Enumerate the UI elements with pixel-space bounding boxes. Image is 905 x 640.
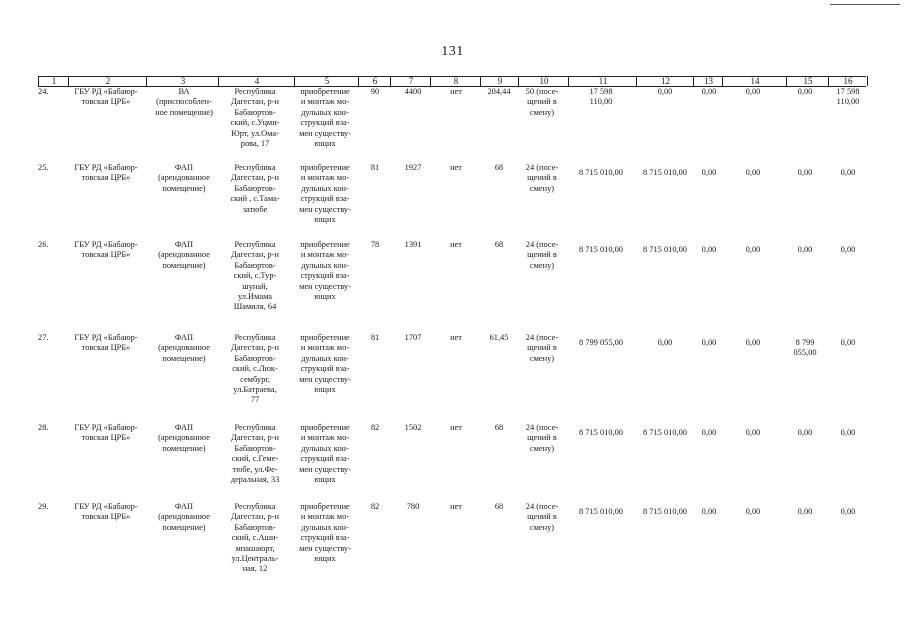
organization-name: ГБУ РД «Бабаюр- товская ЦРБ» xyxy=(74,333,138,353)
column-number-7: 7 xyxy=(390,76,431,86)
column-number-13: 13 xyxy=(693,76,723,86)
facility-type: ФАП (арендованное помещение) xyxy=(158,240,210,270)
col-8-value: нет xyxy=(450,423,462,432)
column-number-12: 12 xyxy=(636,76,694,86)
facility-address: Республика Дагестан, р-н Бабаюртов- ский, с.Люк- сембург, ул.Батраева, 77 xyxy=(230,333,279,405)
column-number-2: 2 xyxy=(68,76,147,86)
col-15-value: 0,00 xyxy=(797,87,813,96)
col-9-value: 68 xyxy=(494,423,504,432)
col-14-value: 0,00 xyxy=(745,87,761,96)
col-16-value: 0,00 xyxy=(840,428,856,437)
col-12-value: 8 715 010,00 xyxy=(643,168,687,177)
total-cost-value: 17 598 110,00 xyxy=(589,87,613,107)
col-16-value: 17 598 110,00 xyxy=(836,87,860,107)
col-14-value: 0,00 xyxy=(745,245,761,254)
work-description: приобретение и монтаж мо- дульных кон- струкций вза- мен существу- ющих xyxy=(299,502,351,564)
column-number-16: 16 xyxy=(828,76,868,86)
facility-type: ФАП (арендованное помещение) xyxy=(158,423,210,453)
total-cost-value: 8 799 055,00 xyxy=(579,338,623,347)
col-13-value: 0,00 xyxy=(701,428,717,437)
facility-type: ФАП (арендованное помещение) xyxy=(158,502,210,532)
total-cost-value: 8 715 010,00 xyxy=(579,507,623,516)
capacity-value: 24 (посе- щений в смену) xyxy=(525,240,559,270)
col-12-value: 8 715 010,00 xyxy=(643,245,687,254)
column-number-15: 15 xyxy=(786,76,829,86)
col-6-value: 78 xyxy=(370,240,380,249)
row-number: 27. xyxy=(38,333,49,342)
organization-name: ГБУ РД «Бабаюр- товская ЦРБ» xyxy=(74,87,138,107)
col-15-value: 8 799 055,00 xyxy=(793,338,817,358)
col-15-value: 0,00 xyxy=(797,428,813,437)
col-7-value: 1927 xyxy=(404,163,422,172)
work-description: приобретение и монтаж мо- дульных кон- струкций вза- мен существу- ющих xyxy=(299,333,351,395)
col-15-value: 0,00 xyxy=(797,168,813,177)
col-6-value: 81 xyxy=(370,163,380,172)
col-13-value: 0,00 xyxy=(701,507,717,516)
col-6-value: 90 xyxy=(370,87,380,96)
col-13-value: 0,00 xyxy=(701,87,717,96)
capacity-value: 24 (посе- щений в смену) xyxy=(525,502,559,532)
col-12-value: 0,00 xyxy=(657,338,673,347)
row-number: 24. xyxy=(38,87,49,96)
facility-address: Республика Дагестан, р-н Бабаюртов- ский , с.Тама- затюбе xyxy=(230,163,280,214)
column-number-5: 5 xyxy=(294,76,359,86)
facility-type: ВА (приспособлен- ное помещение) xyxy=(155,87,213,117)
col-8-value: нет xyxy=(450,333,462,342)
facility-type: ФАП (арендованное помещение) xyxy=(158,333,210,363)
column-number-10: 10 xyxy=(518,76,569,86)
col-12-value: 8 715 010,00 xyxy=(643,428,687,437)
column-number-4: 4 xyxy=(218,76,295,86)
col-8-value: нет xyxy=(450,240,462,249)
facility-address: Республика Дагестан, р-н Бабаюртов- ский, с.Уцми- Юрт, ул.Ома- рова, 17 xyxy=(230,87,280,149)
col-9-value: 68 xyxy=(494,240,504,249)
col-14-value: 0,00 xyxy=(745,507,761,516)
total-cost-value: 8 715 010,00 xyxy=(579,168,623,177)
col-15-value: 0,00 xyxy=(797,245,813,254)
column-number-6: 6 xyxy=(358,76,391,86)
col-14-value: 0,00 xyxy=(745,338,761,347)
col-15-value: 0,00 xyxy=(797,507,813,516)
column-number-1: 1 xyxy=(38,76,69,86)
column-number-8: 8 xyxy=(430,76,481,86)
col-16-value: 0,00 xyxy=(840,168,856,177)
col-14-value: 0,00 xyxy=(745,168,761,177)
capacity-value: 24 (посе- щений в смену) xyxy=(525,163,559,193)
capacity-value: 24 (посе- щений в смену) xyxy=(525,333,559,363)
col-16-value: 0,00 xyxy=(840,507,856,516)
col-7-value: 1391 xyxy=(404,240,422,249)
col-9-value: 61,45 xyxy=(489,333,509,342)
col-13-value: 0,00 xyxy=(701,245,717,254)
facility-address: Республика Дагестан, р-н Бабаюртов- ский, с.Аши- мпашаюрт, ул.Централь- ная, 12 xyxy=(230,502,279,574)
col-12-value: 8 715 010,00 xyxy=(643,507,687,516)
col-7-value: 1502 xyxy=(404,423,422,432)
work-description: приобретение и монтаж мо- дульных кон- струкций вза- мен существу- ющих xyxy=(299,87,351,149)
capacity-value: 24 (посе- щений в смену) xyxy=(525,423,559,453)
row-number: 25. xyxy=(38,163,49,172)
facility-address: Республика Дагестан, р-н Бабаюртов- ский, с.Геме- тюбе, ул.Фе- деральная, 33 xyxy=(230,423,280,485)
col-8-value: нет xyxy=(450,163,462,172)
col-7-value: 4400 xyxy=(404,87,422,96)
column-number-9: 9 xyxy=(480,76,519,86)
col-6-value: 82 xyxy=(370,423,380,432)
col-7-value: 780 xyxy=(406,502,420,511)
col-8-value: нет xyxy=(450,87,462,96)
facility-type: ФАП (арендованное помещение) xyxy=(158,163,210,193)
capacity-value: 50 (посе- щений в смену) xyxy=(525,87,559,117)
col-13-value: 0,00 xyxy=(701,168,717,177)
col-6-value: 82 xyxy=(370,502,380,511)
column-number-3: 3 xyxy=(146,76,219,86)
row-number: 26. xyxy=(38,240,49,249)
work-description: приобретение и монтаж мо- дульных кон- струкций вза- мен существу- ющих xyxy=(299,240,351,302)
col-13-value: 0,00 xyxy=(701,338,717,347)
col-14-value: 0,00 xyxy=(745,428,761,437)
col-9-value: 204,44 xyxy=(487,87,511,96)
facility-address: Республика Дагестан, р-н Бабаюртов- ский, с.Тур- шунай, ул.Имама Шамиля, 64 xyxy=(230,240,279,312)
col-7-value: 1707 xyxy=(404,333,422,342)
col-16-value: 0,00 xyxy=(840,338,856,347)
col-12-value: 0,00 xyxy=(657,87,673,96)
work-description: приобретение и монтаж мо- дульных кон- струкций вза- мен существу- ющих xyxy=(299,423,351,485)
col-9-value: 68 xyxy=(494,163,504,172)
organization-name: ГБУ РД «Бабаюр- товская ЦРБ» xyxy=(74,240,138,260)
row-number: 29. xyxy=(38,502,49,511)
col-16-value: 0,00 xyxy=(840,245,856,254)
organization-name: ГБУ РД «Бабаюр- товская ЦРБ» xyxy=(74,423,138,443)
col-9-value: 68 xyxy=(494,502,504,511)
column-number-14: 14 xyxy=(722,76,787,86)
total-cost-value: 8 715 010,00 xyxy=(579,245,623,254)
row-number: 28. xyxy=(38,423,49,432)
col-6-value: 81 xyxy=(370,333,380,342)
total-cost-value: 8 715 010,00 xyxy=(579,428,623,437)
column-number-11: 11 xyxy=(568,76,637,86)
organization-name: ГБУ РД «Бабаюр- товская ЦРБ» xyxy=(74,502,138,522)
page-number: 131 xyxy=(441,44,464,59)
work-description: приобретение и монтаж мо- дульных кон- струкций вза- мен существу- ющих xyxy=(299,163,351,225)
organization-name: ГБУ РД «Бабаюр- товская ЦРБ» xyxy=(74,163,138,183)
col-8-value: нет xyxy=(450,502,462,511)
